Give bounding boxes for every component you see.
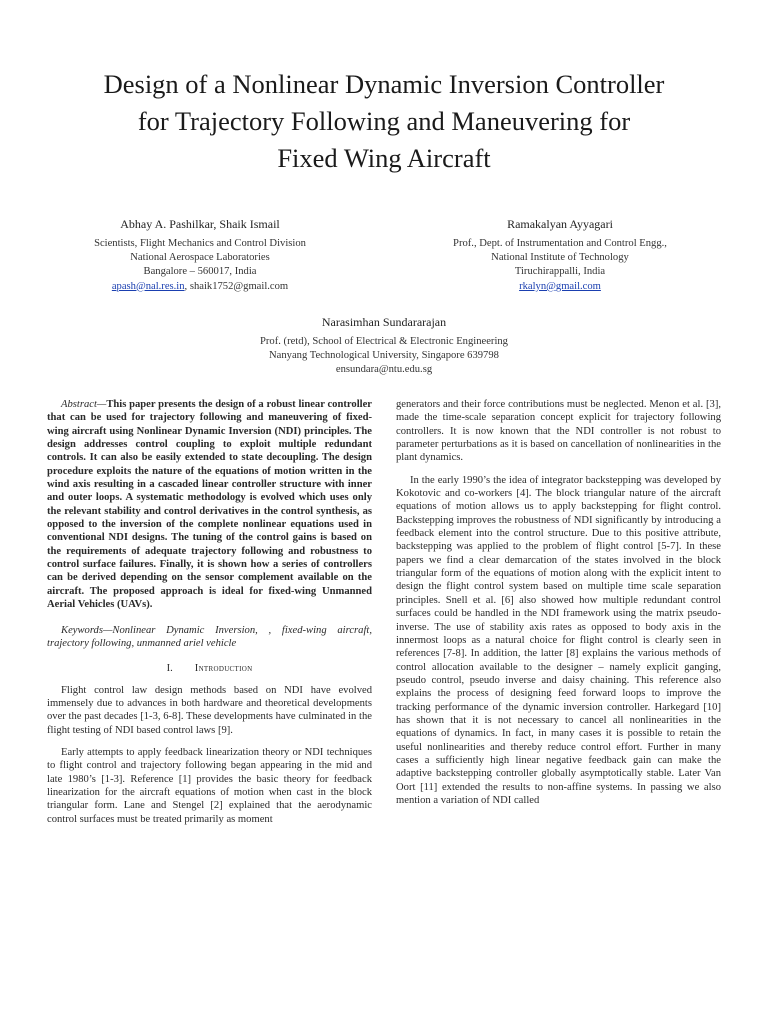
paragraph: generators and their force contributions must be neglected. Menon et al. [3], made the time-scale separation concept explicit for trajectory following controllers. It is now known that the NDI controller is not robust to parameter perturbations as it is based on cancellation of nonlinearities in the plant dynamics. bbox=[396, 399, 721, 464]
abstract-text: This paper presents the design of a robust linear controller that can be used for trajectory following and maneuvering of fixed-wing aircraft using Nonlinear Dynamic Inversion (NDI) principles. The design addresses control coupling to exploit multiple redundant controls. It can also be easily extended to state decoupling. The design procedure exploits the nature of the equations of motion written in the wind axis resulting in a cascaded linear controller structure with inner and outer loops. A systematic methodology is evolved which uses only the relevant stability and control derivatives in the control synthesis, as opposed to the inversion of the complete nonlinear equations used in conventional NDI designs. The tuning of the control gains is based on the requirements of adequate trajectory following and robustness to control surface failures. Finally, it is shown how a series of controllers can be derived depending on the sensor complement available on the aircraft. The proposed approach is ideal for fixed-wing Unmanned Aerial Vehicles (UAVs). bbox=[47, 399, 372, 611]
section-heading bbox=[47, 662, 372, 675]
author-block-2 bbox=[390, 216, 730, 294]
title-line: Fixed Wing Aircraft bbox=[277, 143, 491, 173]
author-name: Ramakalyan Ayyagari bbox=[507, 217, 613, 231]
paragraph: In the early 1990’s the idea of integrator backstepping was developed by Kokotovic and co-workers [4]. The block triangular nature of the aircraft equations of motion allows us to apply backstepping for flight control. Backstepping improves the robustness of NDI significantly by introducing a feedback element into the control structure. Due to this positive attribute, backstepping was applied to the problem of flight control [5-7]. In these papers we find a clear demarcation of the states involved in the block triangular form of the equations of motion along with the explicit intent to design the flight control system based on multiple time scale separation principles. Snell et al. [6] also showed how multiple redundant control surfaces could be handled in the NDI framework using the matrix pseudo-inverse. The use of stability axis rates as opposed to body axis in the innermost loops as a natural choice for flight control is clearly seen in references [7-8]. In addition, the latter [8] explains the various methods of control allocation available to the designer – namely explicit ganging, pseudo control, pseudo inverse and daisy chaining. This reference also explains the process of designing feed forward loops to improve the tracking performance of the dynamic inversion controller. Harkegard [10] has shown that it is not necessary to cancel all nonlinearities in the equations of dynamics. In fact, in many cases it is possible to retain the useful nonlinearities and thereby reduce control effort. Further in many cases a sufficiently high linear negative feedback gain can make the adaptive backstepping controller globally asymptotically stable. Later Van Oort [11] extended the results to non-affine systems. In passing we also mention a variation of NDI called bbox=[396, 474, 721, 806]
author-email bbox=[390, 280, 730, 294]
affiliation-line: Tiruchirappalli, India bbox=[514, 266, 606, 278]
author-email bbox=[30, 280, 370, 294]
email-link[interactable]: apash@nal.res.in bbox=[111, 280, 185, 292]
left-column bbox=[47, 398, 372, 826]
abstract-label: Abstract— bbox=[61, 399, 107, 410]
section-title: Introduction bbox=[194, 663, 253, 675]
author-email: ensundara@ntu.edu.sg bbox=[335, 364, 433, 376]
paragraph: Flight control law design methods based on NDI have evolved immensely due to advances in both hardware and theoretical developments over the past decades [1-3, 6-8]. These developments have culminated in the flight testing of NDI based control laws [9]. bbox=[47, 684, 372, 736]
keywords: Keywords—Nonlinear Dynamic Inversion, , fixed-wing aircraft, trajectory following, unmanned ariel vehicle bbox=[47, 624, 372, 649]
author-name: Narasimhan Sundararajan bbox=[321, 315, 447, 329]
section-number: I. bbox=[166, 663, 173, 675]
affiliation-line: Bangalore – 560017, India bbox=[143, 266, 257, 278]
paragraph: Early attempts to apply feedback linearization theory or NDI techniques to flight control and trajectory following began appearing in the mid and late 1980’s [1-3]. Reference [1] provides the basic theory for feedback linearization for the aircraft equations of motion when cast in the block triangular form. Lane and Stengel [2] explained that the aerodynamic control surfaces must be treated primarily as moment bbox=[47, 746, 372, 825]
affiliation-line: Prof. (retd), School of Electrical & Electronic Engineering bbox=[260, 336, 508, 347]
affiliation-line: National Aerospace Laboratories bbox=[130, 252, 270, 264]
title-line: Design of a Nonlinear Dynamic Inversion Controller bbox=[103, 69, 665, 99]
email-link[interactable]: rkalyn@gmail.com bbox=[519, 280, 601, 292]
author-name: Abhay A. Pashilkar, Shaik Ismail bbox=[120, 217, 280, 231]
affiliation-line: Prof., Dept. of Instrumentation and Control Engg., bbox=[453, 238, 667, 249]
affiliation-line: Scientists, Flight Mechanics and Control Division bbox=[94, 238, 306, 249]
author-block-1 bbox=[30, 216, 370, 294]
email-text: , shaik1752@gmail.com bbox=[184, 280, 289, 292]
abstract bbox=[47, 398, 372, 612]
affiliation-line: National Institute of Technology bbox=[491, 252, 629, 264]
paper-title bbox=[30, 66, 738, 177]
affiliation-line: Nanyang Technological University, Singapore 639798 bbox=[269, 350, 499, 362]
right-column bbox=[396, 398, 721, 807]
title-line: for Trajectory Following and Maneuvering for bbox=[137, 106, 631, 136]
author-block-3 bbox=[184, 314, 584, 378]
